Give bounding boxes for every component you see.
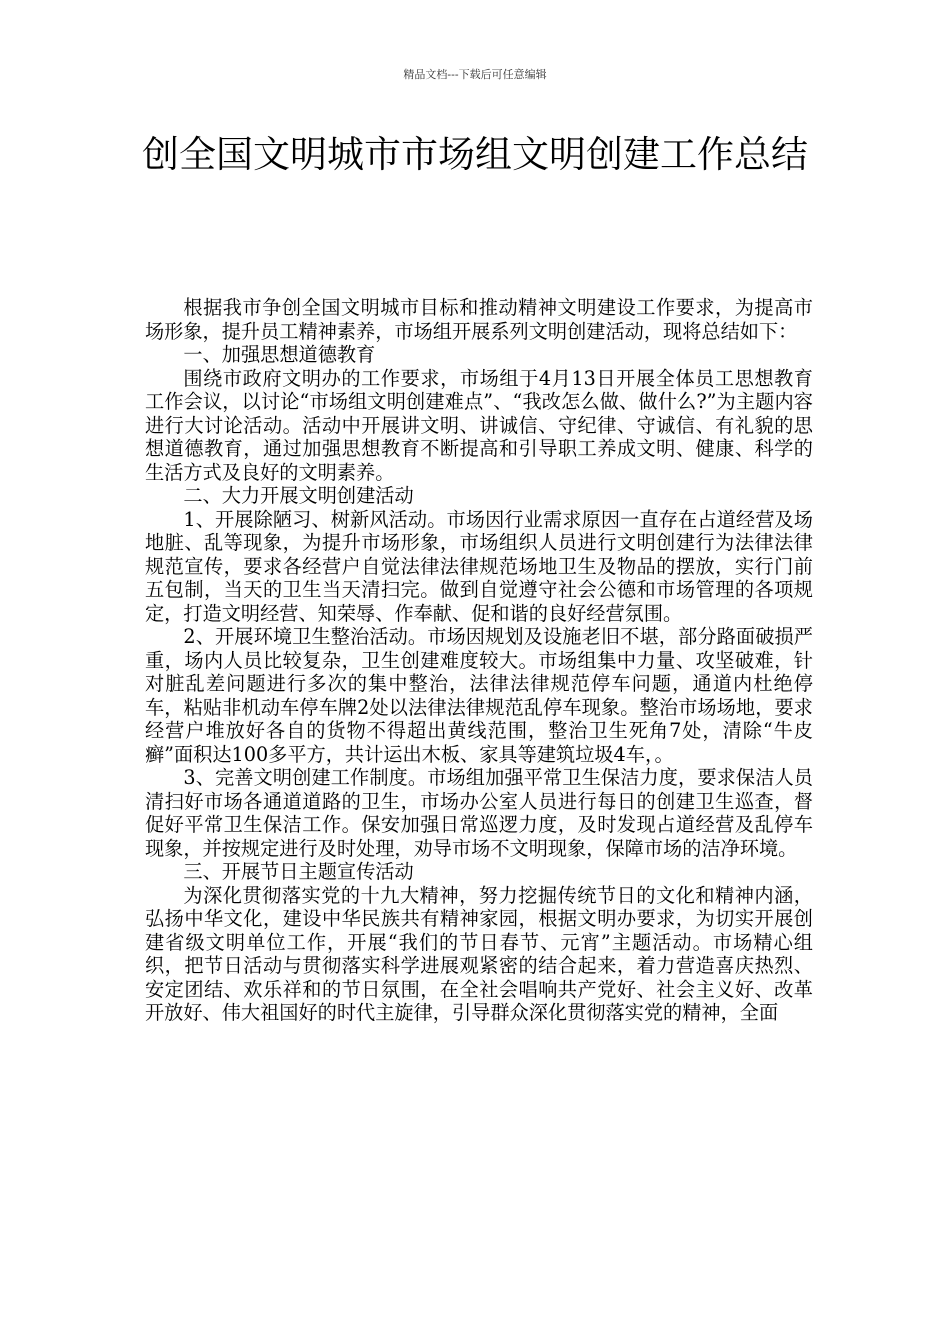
page-header: 精品文档---下载后可任意编辑	[403, 68, 547, 81]
section-heading-3: 三、开展节日主题宣传活动	[183, 860, 414, 883]
section-heading-1: 一、加强思想道德教育	[183, 343, 376, 366]
paragraph: 3、完善文明创建工作制度。市场组加强平常卫生保洁力度，要求保洁人员清扫好市场各通道道路的卫生，市场办公室人员进行每日的创建卫生巡查，督促好平常卫生保洁工作。保安加强日常巡逻力度，及时发现占道经营及乱停车现象，并按规定进行及时处理，劝导市场不文明现象，保障市场的洁净环境。	[145, 766, 813, 860]
paragraph: 1、开展除陋习、树新风活动。市场因行业需求原因一直存在占道经营及场地脏、乱等现象，为提升市场形象，市场组织人员进行文明创建行为法律法律规范宣传，要求各经营户自觉法律法律规范场地卫生及物品的摆放，实行门前五包制，当天的卫生当天清扫完。做到自觉遵守社会公德和市场管理的各项规定，打造文明经营、知荣辱、作奉献、促和谐的良好经营氛围。	[145, 507, 813, 625]
paragraph: 2、开展环境卫生整治活动。市场因规划及设施老旧不堪，部分路面破损严重，场内人员比较复杂，卫生创建难度较大。市场组集中力量、攻坚破难，针对脏乱差问题进行多次的集中整治，法律法律规范停车问题，通道内杜绝停车，粘贴非机动车停车牌2处以法律法律规范乱停车现象。整治市场场地，要求经营户堆放好各自的货物不得超出黄线范围，整治卫生死角7处，清除“牛皮癣”面积达100多平方，共计运出木板、家具等建筑垃圾4车，。	[145, 625, 813, 766]
paragraph-intro: 根据我市争创全国文明城市目标和推动精神文明建设工作要求，为提高市场形象，提升员工精神素养，市场组开展系列文明创建活动，现将总结如下：	[145, 296, 813, 343]
document-title: 创全国文明城市市场组文明创建工作总结	[142, 133, 808, 176]
paragraph: 围绕市政府文明办的工作要求，市场组于4月13日开展全体员工思想教育工作会议，以讨论“市场组文明创建难点”、“我改怎么做、做什么?”为主题内容进行大讨论活动。活动中开展讲文明、讲诚信、守纪律、守诚信、有礼貌的思想道德教育，通过加强思想教育不断提高和引导职工养成文明、健康、科学的生活方式及良好的文明素养。	[145, 366, 813, 484]
section-heading-2: 二、大力开展文明创建活动	[183, 484, 414, 507]
paragraph: 为深化贯彻落实党的十九大精神，努力挖掘传统节日的文化和精神内涵，弘扬中华文化，建设中华民族共有精神家园，根据文明办要求，为切实开展创建省级文明单位工作，开展“我们的节日春节、元宵”主题活动。市场精心组织，把节日活动与贯彻落实科学进展观紧密的结合起来，着力营造喜庆热烈、安定团结、欢乐祥和的节日氛围，在全社会唱响共产党好、社会主义好、改革开放好、伟大祖国好的时代主旋律，引导群众深化贯彻落实党的精神，全面	[145, 883, 813, 1024]
document-body	[145, 296, 813, 1025]
